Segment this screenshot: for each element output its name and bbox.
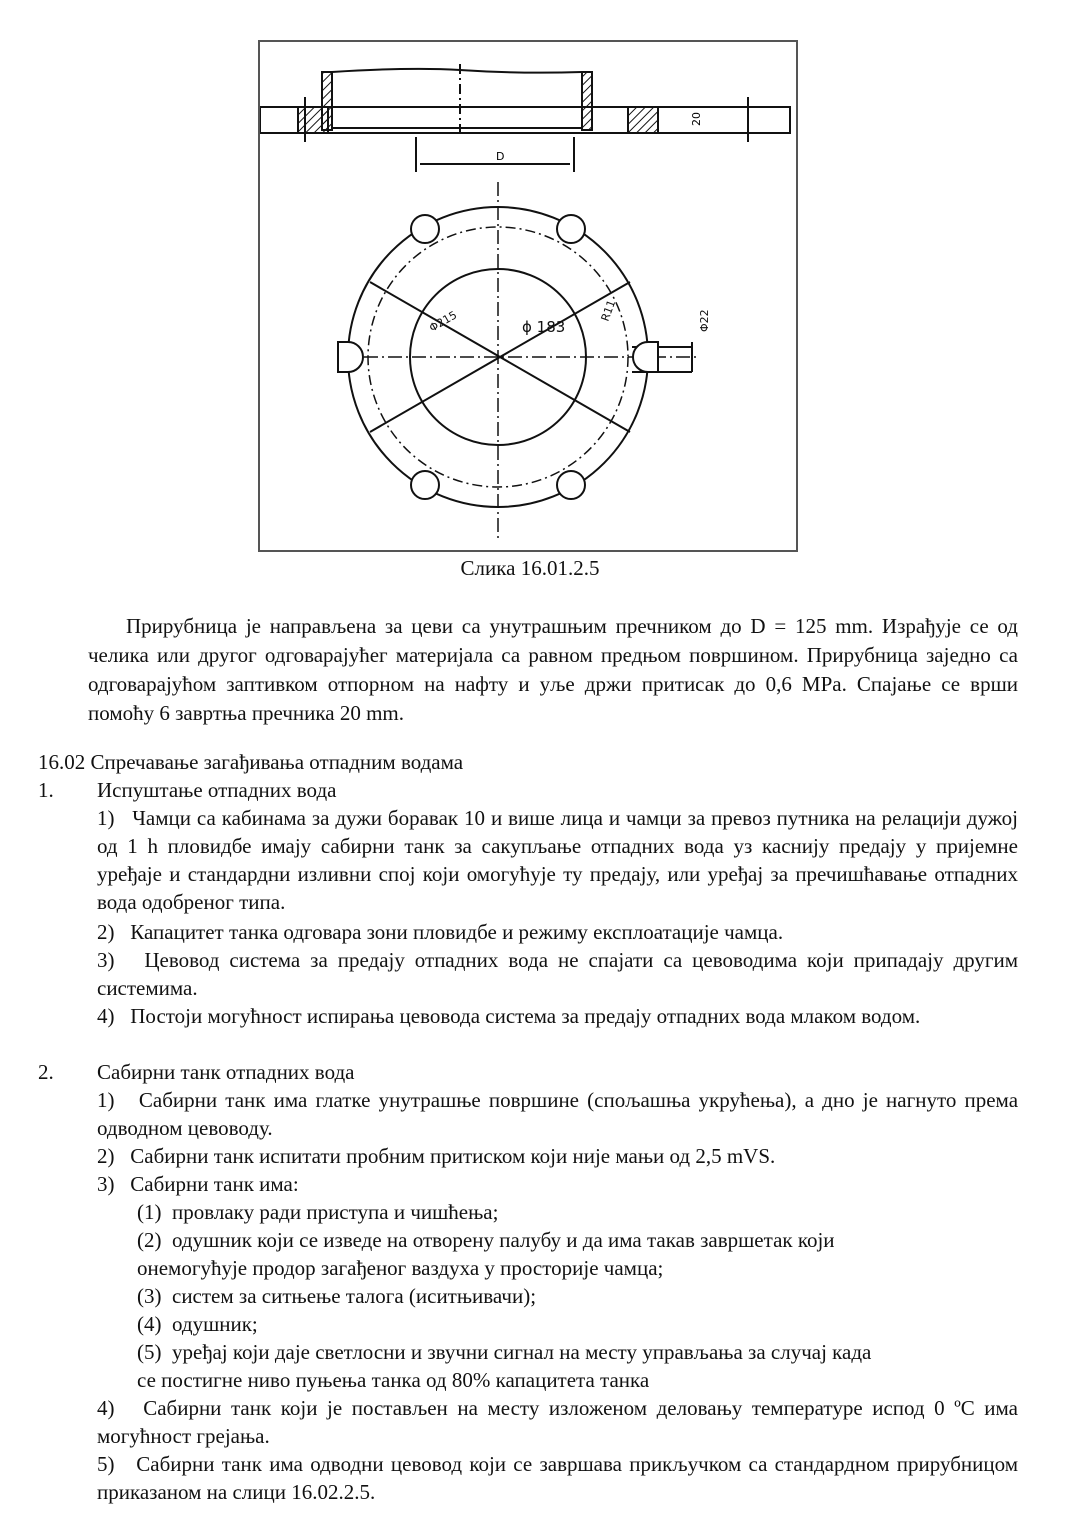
item-2-sub-2: 2) Сабирни танк испитати пробним притиском који није мањи од 2,5 mVS. xyxy=(97,1144,776,1168)
item-2-number: 2. xyxy=(38,1060,54,1084)
item-2-sub-5: 5) Сабирни танк има одводни цевовод који се завршава прикључком са стандардном прирубницом приказаном на слици 16.02.2.5. xyxy=(97,1452,1018,1504)
item-2-title: Сабирни танк отпадних вода xyxy=(97,1060,355,1084)
label-bolt-circle: Φ215 xyxy=(427,308,460,335)
intro-paragraph: Прирубница је направљена за цеви са унутрашњим пречником до D = 125 mm. Израђује се од челика или другог одговарајућег материјала са равном предњом површином. Прирубница заједно са одговарајућом заптивком отпорном на нафту и уље држи притисак до 0,6 MPa. Спајање се врши помоћу 6 завртња пречника 20 mm. xyxy=(88,614,1018,725)
flange-drawing xyxy=(260,42,798,552)
section-number: 16.02 xyxy=(38,750,86,774)
label-inner-diameter: ϕ 183 xyxy=(522,318,566,336)
item-1-title: Испуштање отпадних вода xyxy=(97,778,337,802)
label-d: D xyxy=(496,150,505,163)
section-heading xyxy=(38,748,463,776)
flange-figure xyxy=(258,40,798,552)
tank-feature-2-cont: онемогућује продор загађеног ваздуха у просторије чамца; xyxy=(137,1256,664,1280)
tank-feature-3: (3) систем за ситњење талога (иситњивачи); xyxy=(137,1284,537,1308)
section-title: Спречавање загађивања отпадним водама xyxy=(90,750,464,774)
tank-feature-5-cont: се постигне ниво пуњења танка од 80% капацитета танка xyxy=(137,1368,650,1392)
item-1-sub-3: 3) Цевовод система за предају отпадних вода не спајати са цевоводима који припадају другим системима. xyxy=(97,948,1018,1000)
label-thickness: 20 xyxy=(690,112,703,126)
item-1-number: 1. xyxy=(38,778,54,802)
label-radius: R11 xyxy=(598,298,619,324)
label-slot-width: Φ22 xyxy=(698,309,711,332)
item-2-sub-3: 3) Сабирни танк има: xyxy=(97,1172,299,1196)
figure-caption: Слика 16.01.2.5 xyxy=(460,556,600,580)
item-2-sub-1: 1) Сабирни танк има глатке унутрашње површине (спољашња укрућења), а дно је нагнуто према одводном цевоводу. xyxy=(97,1088,1019,1140)
item-2-sub-4: 4) Сабирни танк који је постављен на месту изложеном деловању температуре испод 0 ºC има могућност грејања. xyxy=(97,1396,1018,1448)
tank-feature-2: (2) одушник који се изведе на отворену палубу и да има такав завршетак који xyxy=(137,1228,835,1252)
tank-feature-5: (5) уређај који даје светлосни и звучни сигнал на месту управљања за случај када xyxy=(137,1340,872,1364)
item-1-sub-4: 4) Постоји могућност испирања цевовода система за предају отпадних вода млаком водом. xyxy=(97,1004,921,1028)
tank-feature-4: (4) одушник; xyxy=(137,1312,258,1336)
tank-feature-1: (1) провлаку ради приступа и чишћења; xyxy=(137,1200,499,1224)
item-1-sub-2: 2) Капацитет танка одговара зони пловидбе и режиму експлоатације чамца. xyxy=(97,920,784,944)
item-1-sub-1: 1) Чамци са кабинама за дужи боравак 10 и више лица и чамци за превоз путника на релацији дужој од 1 h пловидбе имају сабирни танк за сакупљање отпадних вода уз каснију предају у пријемне уређаје и стандардни изливни спој који омогућује ту предају, или уређај за пречишћавање отпадних вода одобреног типа. xyxy=(97,806,1018,914)
